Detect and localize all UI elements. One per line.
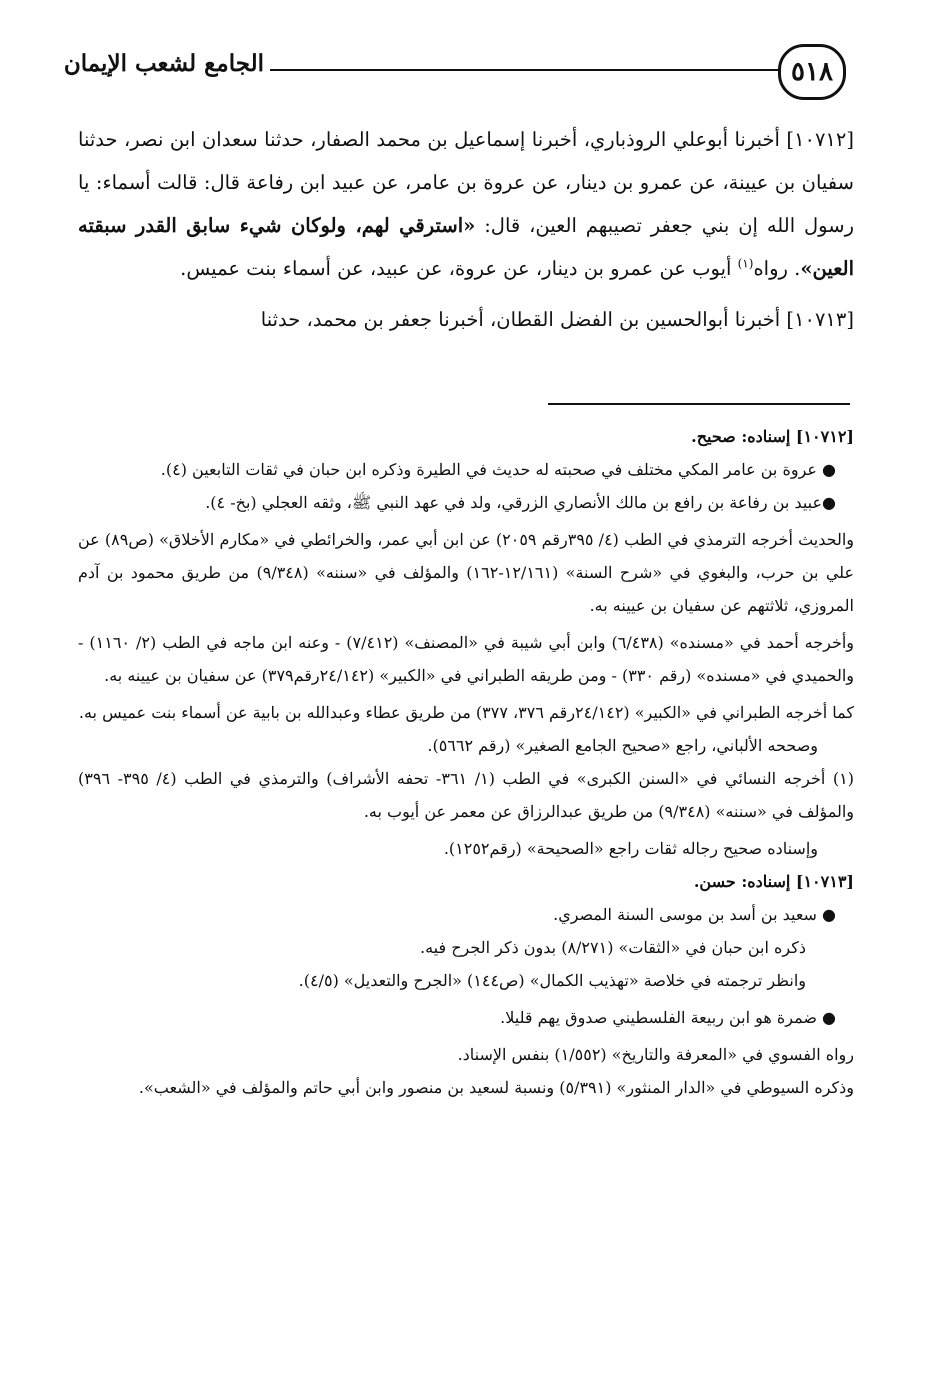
footnote-bullet: ● ضمرة هو ابن ربيعة الفلسطيني صدوق يهم قليلا.: [500, 1008, 836, 1027]
footnote-paragraph: وأخرجه أحمد في «مسنده» (٦/٤٣٨) وابن أبي شيبة في «المصنف» (٧/٤١٢) - وعنه ابن ماجه في الطب (٢/ ١١٦٠) - والحميدي في «مسنده» (رقم ٣٣٠) - ومن طريقه الطبراني في «الكبير» (٢٤/١٤٢رقم٣٧٩) عن سفيان بن عيينه به.: [78, 633, 855, 685]
hadith-number: [١٠٧١٣]: [786, 308, 854, 331]
hadith-text: أخبرنا أبوعلي الروذباري، أخبرنا إسماعيل بن محمد الصفار، حدثنا سعدان ابن نصر، حدثنا سفيان بن عيينة، عن عمرو بن دينار، عن عروة بن عامر، عن عبيد ابن رفاعة قال: قالت أسماء: يا رسول الله إن بني جعفر تصيبهم العين، قال:: [78, 128, 855, 237]
hadith-number: [١٠٧١٢]: [786, 128, 854, 151]
footnote-1: (١) أخرجه النسائي في «السنن الكبرى» في الطب (١/ ٣٦١- تحفه الأشراف) والترمذي في الطب (٤/ ٣٩٥- ٣٩٦) والمؤلف في «سننه» (٩/٣٤٨) من طريق عبدالرزاق عن معمر عن أيوب به.: [78, 769, 854, 821]
footnote-bullet: ● سعيد بن أسد بن موسى السنة المصري.: [553, 905, 836, 924]
footnote-reference[interactable]: (١): [737, 256, 754, 271]
footnote-paragraph: وذكره السيوطي في «الدار المنثور» (٥/٣٩١) ونسبة لسعيد بن منصور وابن أبي حاتم والمؤلف في «الشعب».: [138, 1078, 854, 1097]
book-title: الجامع لشعب الإيمان: [63, 50, 264, 77]
hadith-text: . رواه: [753, 257, 801, 280]
footnote-line: وانظر ترجمته في خلاصة «تهذيب الكمال» (ص١٤٤) «الجرح والتعديل» (٤/٥).: [298, 971, 806, 990]
footnote-paragraph: كما أخرجه الطبراني في «الكبير» (٢٤/١٤٢رقم ٣٧٦، ٣٧٧) من طريق عطاء وعبدالله بن بابية عن أسماء بنت عميس به.: [78, 703, 854, 722]
running-header: [0, 0, 940, 110]
hadith-quote: «استرقي لهم، ولوكان شيء سابق القدر سبقته العين»: [78, 214, 854, 280]
footnote-paragraph: رواه الفسوي في «المعرفة والتاريخ» (١/٥٥٢) بنفس الإسناد.: [457, 1045, 854, 1064]
footnote-paragraph: والحديث أخرجه الترمذي في الطب (٤/ ٣٩٥رقم ٢٠٥٩) عن ابن أبي عمر، والخرائطي في «مكارم الأخلاق» (ص٨٩) عن علي بن حرب، والبغوي في «شرح السنة» (١٢/١٦١-١٦٢) والمؤلف في «سننه» (٩/٣٤٨) من طريق محمود بن آدم المروزي، ثلاثتهم عن سفيان بن عيينه به.: [78, 530, 855, 615]
footnote-bullet: ● عروة بن عامر المكي مختلف في صحبته له حديث في الطيرة وذكره ابن حبان في ثقات التابعين (٤).: [160, 460, 836, 479]
hadith-10712: [78, 118, 854, 290]
hadith-text: أيوب عن عمرو بن دينار، عن عروة، عن عبيد، عن أسماء بنت عميس.: [180, 257, 738, 280]
header-rule: [270, 69, 778, 71]
footnote-heading: [١٠٧١٢] إسناده: صحيح.: [691, 427, 854, 446]
footnote-line: ذكره ابن حبان في «الثقات» (٨/٢٧١) بدون ذكر الجرح فيه.: [420, 938, 806, 957]
footnote-rule: [548, 403, 850, 405]
footnotes: [78, 420, 854, 1104]
hadith-text: أخبرنا أبوالحسين بن الفضل القطان، أخبرنا جعفر بن محمد، حدثنا: [260, 308, 787, 331]
hadith-10713: [78, 298, 854, 341]
page-number: ٥١٨: [778, 44, 846, 100]
footnote-paragraph: وصححه الألباني، راجع «صحيح الجامع الصغير» (رقم ٥٦٦٢).: [427, 736, 818, 755]
footnote-paragraph: وإسناده صحيح رجاله ثقات راجع «الصحيحة» (رقم١٢٥٢).: [443, 839, 818, 858]
footnote-bullet: ●عبيد بن رفاعة بن رافع بن مالك الأنصاري الزرقي، ولد في عهد النبي ﷺ، وثقه العجلي (بخ- ٤).: [205, 493, 836, 512]
footnote-heading: [١٠٧١٣] إسناده: حسن.: [693, 872, 854, 891]
main-text: [78, 118, 854, 349]
